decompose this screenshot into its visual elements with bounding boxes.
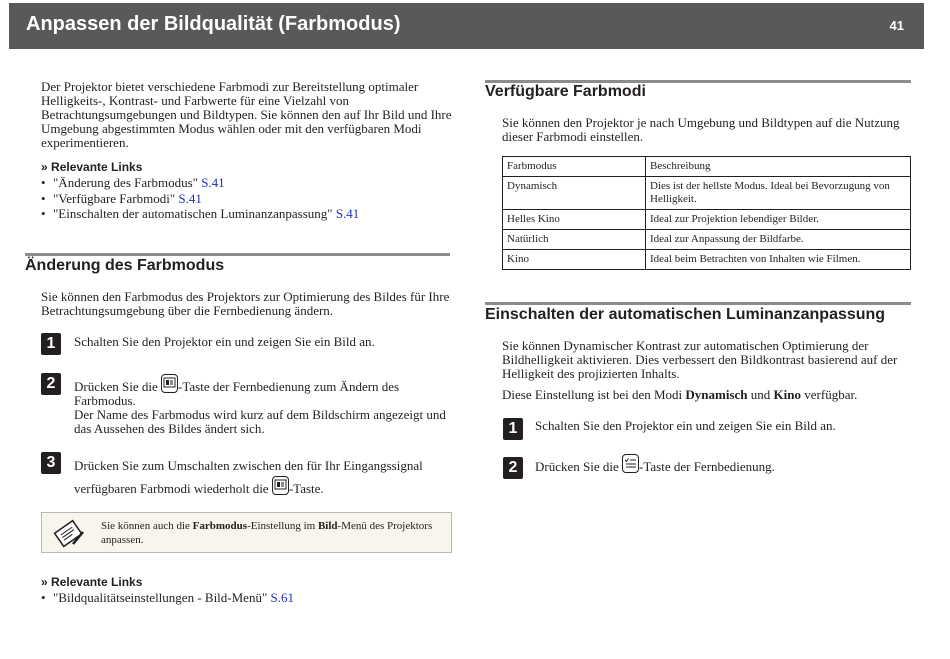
note-box [41,512,452,553]
section-intro: Sie können Dynamischer Kontrast zur automatischen Optimierung der Bildhelligkeit aktivieren. Dies verbessert den Bildkontrast basierend auf der Helligkeit des projizierten Inhalts. [502,338,898,381]
related-links-list [41,175,359,222]
related-links-heading: » Relevante Links [41,160,143,174]
step-text: Drücken Sie zum Umschalten zwischen den für Ihr Eingangssignal verfügbaren Farbmodi wiederholt die -Taste. [74,458,423,496]
menu-key-icon [622,454,639,473]
section-heading-change: Änderung des Farbmodus [25,257,225,274]
note-text: Sie können auch die Farbmodus-Einstellung im Bild-Menü des Projektors anpassen. [101,520,433,546]
section-heading-luminance: Einschalten der automatischen Luminanzanpassung [485,306,886,323]
table-row [503,250,911,270]
page-link[interactable]: S.41 [335,206,360,221]
table-cell: Dies ist der hellste Modus. Ideal bei Bevorzugung von Helligkeit. [646,177,911,210]
table-row [503,230,911,250]
double-chevron-icon: » [41,575,48,589]
table-row [503,210,911,230]
list-item: • "Bildqualitätseinstellungen - Bild-Menü" S.61 [41,590,294,606]
page-title: Anpassen der Bildqualität (Farbmodus) [26,13,401,35]
page-number: 41 [889,18,904,33]
double-chevron-icon: » [41,160,48,174]
note-pencil-icon [53,518,85,553]
list-item: • "Verfügbare Farbmodi" S.41 [41,191,359,207]
intro-paragraph: Der Projektor bietet verschiedene Farbmodi zur Bereitstellung optimaler Helligkeits-, Kontrast- und Farbwerte für eine Vielzahl von Betrachtungsumgebungen und Bildtypen. Sie können den auf Ihr Bild und Ihre Umgebung abgestimmten Modus wählen oder mit den verfügbaren Modi experimentieren. [41,79,452,150]
section-divider [25,253,450,256]
related-links-list [41,590,294,606]
table-header-cell: Beschreibung [646,157,911,177]
step-number: 3 [41,452,61,474]
related-links-heading: » Relevante Links [41,575,143,589]
table-cell: Dynamisch [503,177,646,210]
page-link[interactable]: S.41 [201,175,225,190]
step-number: 2 [503,457,523,479]
step-number: 2 [41,373,61,395]
table-cell: Ideal beim Betrachten von Inhalten wie Filmen. [646,250,911,270]
step-text: Drücken Sie die -Taste der Fernbedienung zum Ändern des Farbmodus. [74,374,452,408]
step-subtext: Der Name des Farbmodus wird kurz auf dem Bildschirm angezeigt und das Aussehen des Bildes ändert sich. [74,407,446,436]
page-link[interactable]: S.41 [178,190,202,206]
step-text: Schalten Sie den Projektor ein und zeigen Sie ein Bild an. [535,418,836,433]
color-modes-table [502,156,911,270]
step-text: Schalten Sie den Projektor ein und zeigen Sie ein Bild an. [74,334,375,349]
list-item: • "Änderung des Farbmodus" S.41 [41,175,359,191]
table-cell: Ideal zur Anpassung der Bildfarbe. [646,230,911,250]
section-divider [485,302,911,305]
table-cell: Ideal zur Projektion lebendiger Bilder. [646,210,911,230]
page-header [9,3,924,49]
list-item: • "Einschalten der automatischen Luminanzanpassung" S.41 [41,206,359,222]
table-cell: Helles Kino [503,210,646,230]
table-header-row [503,157,911,177]
page-link[interactable]: S.61 [270,590,294,605]
section-heading-modes: Verfügbare Farbmodi [485,83,646,100]
step-text: Drücken Sie die -Taste der Fernbedienung. [535,454,911,477]
step-number: 1 [41,333,61,355]
table-row [503,177,911,210]
color-mode-key-icon [161,374,178,393]
color-mode-key-icon [272,476,289,495]
section-intro: Sie können den Farbmodus des Projektors zur Optimierung des Bildes für Ihre Betrachtungsumgebung über die Fernbedienung ändern. [41,289,450,318]
section-intro: Sie können den Projektor je nach Umgebung und Bildtypen auf die Nutzung dieser Farbmodi einstellen. [502,115,900,144]
table-header-cell: Farbmodus [503,157,646,177]
table-cell: Natürlich [503,230,646,250]
step-number: 1 [503,418,523,440]
availability-note: Diese Einstellung ist bei den Modi Dynamisch und Kino verfügbar. [502,387,858,402]
table-cell: Kino [503,250,646,270]
